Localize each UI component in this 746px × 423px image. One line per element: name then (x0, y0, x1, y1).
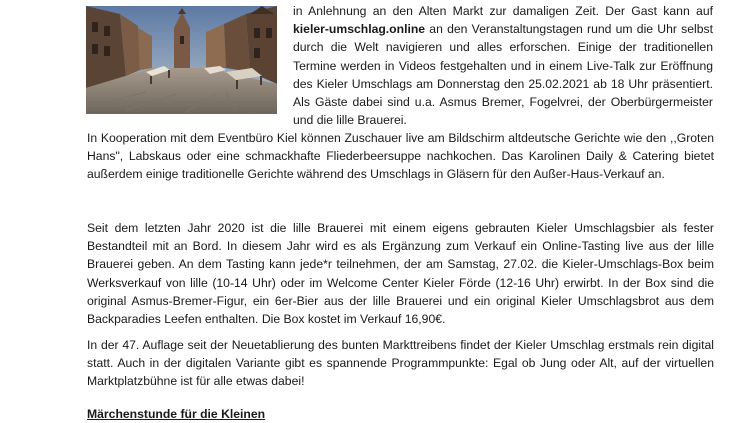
market-square-image (86, 6, 277, 114)
paragraph-brewery: Seit dem letzten Jahr 2020 ist die lille Brauerei mit einem eigens gebrauten Kieler Umschlagsbier als fester Bestandteil mit an Bord. In diesem Jahr wird es als Ergänzung zum Verkauf ein Online-Tasting live aus der lille Brauerei geben. An dem Tasting kann jede*r teilnehmen, der am Samstag, 27.02. die Kieler-Umschlags-Box beim Werksverkauf von lille (10-14 Uhr) oder im Welcome Center Kieler Förde (12-16 Uhr) erwirbt. In der Box sind die original Asmus-Bremer-Figur, ein 6er-Bier aus der lille Brauerei und ein original Kieler Umschlagsbrot aus dem Backparadies Leefen enthalten. Die Box kostet im Verkauf 16,90€. (87, 221, 714, 327)
intro-side-text (293, 2, 713, 129)
section-heading: Märchenstunde für die Kleinen (87, 407, 266, 421)
paragraph-catering: In Kooperation mit dem Eventbüro Kiel können Zuschauer live am Bildschirm altdeutsche Gerichte wie den ,,Groten Hans", Labskaus oder eine schmackhafte Fliederbeersuppe nachkochen. Das Karolinen Daily & Catering bietet außerdem einige traditionelle Gerichte während des Umschlags in Gläsern für den Außer-Haus-Verkauf an. (87, 131, 714, 182)
side-text-line1: in Anlehnung an den Alten Markt zur damaligen Zeit. Der Gast kann auf (293, 4, 713, 18)
website-link[interactable]: kieler-umschlag.online (293, 22, 426, 37)
market-scene-illustration (86, 6, 277, 114)
side-text-line2: an den Veranstaltungstagen rund um die Uhr selbst durch die Welt navigieren und alles erforschen. Einige der traditionellen Termine werden in Videos festgehalten und in einem Live-Talk zur Eröffnung des Kieler Umschlags am Donnerstag den 25.02.2021 ab 18 Uhr präsentiert. Als Gäste dabei sind u.a. Asmus Bremer, Fogelvrei, der Oberbürgermeister und die lille Brauerei. (293, 22, 713, 128)
paragraph-digital-edition: In der 47. Auflage seit der Neuetablierung des bunten Markttreibens findet der Kieler Umschlag erstmals rein digital statt. Auch in der digitalen Variante gibt es spannende Programmpunkte: Egal ob Jung oder Alt, auf der virtuellen Marktplatzbühne ist für alle etwas dabei! (87, 338, 714, 389)
